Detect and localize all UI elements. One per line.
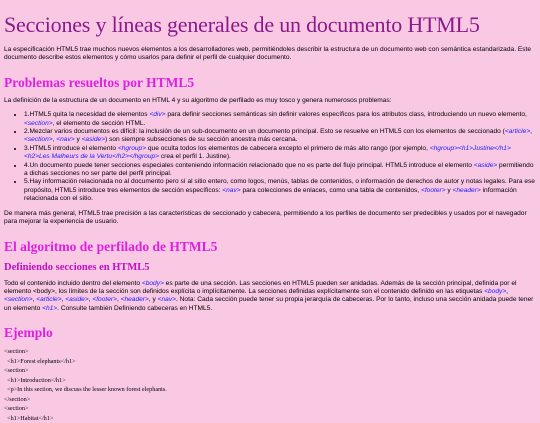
code-tag: <footer> <box>420 186 446 194</box>
code-tag: <body> <box>484 287 507 295</box>
problems-list <box>4 111 536 203</box>
list-item: • 1.HTML5 quita la necesidad de elementos <div> para definir secciones semánticas sin definir valores específicos para los atributos class, introduciendo un nuevo elemento, <section>, el elemento de sección HTML. <box>24 111 536 128</box>
code-tag: <nav> <box>56 136 75 144</box>
code-example: <section> <h1>Forest elephants</h1> <section> <h1>Introduction</h1> <p>In this section, we discuss the lesser known forest elephants. </section> <section> <h1>Habitat</h1> <box>4 348 167 422</box>
code-tag: <section> <box>24 119 53 127</box>
code-tag: <h1> <box>42 304 58 312</box>
code-tag: <article> <box>504 128 531 136</box>
list-item: • 4.Un documento puede tener secciones especiales conteniendo información relacionado que no es parte del flujo principal. HTML5 introduce el elemento <aside> permitiendo a dichas secciones no ser parte del perfil principal. <box>24 162 536 179</box>
list-item: • 5.Hay información relacionada no al documento pero sí al sitio entero, como logos, menús, tablas de contenidos, o información de derechos de autor y notas legales. Para ese propósito, HTML5 introduce tres elementos de sección específicos: <nav> para colecciones de enlaces, como una tabla de contenidos, <footer> y <header> información relacionada con el sitio. <box>24 178 536 203</box>
code-tag: <article> <box>36 296 62 304</box>
code-tag: <header> <box>120 296 149 304</box>
list-item: • 3.HTML5 introduce el elemento <hgroup> que oculta todos los elementos de cabecera excepto el primero de más alto rango (por ejemplo, <hgroup><h1>Justine</h1><h2>Les Malheurs de la Vertu</h2></hgroup> crea el perfil 1. Justine). <box>24 145 536 162</box>
code-tag: <header> <box>452 186 481 194</box>
code-tag: <aside> <box>81 136 106 144</box>
section-heading-example: Ejemplo <box>4 325 53 341</box>
page-title: Secciones y líneas generales de un documento HTML5 <box>4 12 480 37</box>
problems-closing: De manera más general, HTML5 trae precisión a las características de seccionado y cabecera, permitiendo a los perfiles de documento ser predecibles y usados por el navegador para mejorar la experiencia de usuario. <box>4 209 527 226</box>
code-tag: <section> <box>4 296 33 304</box>
code-tag: <section> <box>24 136 53 144</box>
code-tag: <body> <box>141 279 164 287</box>
code-tag: <footer> <box>92 296 117 304</box>
code-tag: <div> <box>149 111 166 119</box>
code-tag: <aside> <box>473 161 498 169</box>
section-heading-problems: Problemas resueltos por HTML5 <box>4 74 195 90</box>
code-tag: <nav> <box>157 296 176 304</box>
subheading-defining-sections: Definiendo secciones en HTML5 <box>4 261 150 273</box>
code-tag: <aside> <box>65 296 89 304</box>
defining-sections-paragraph: Todo el contenido incluido dentro del elemento <body> es parte de una sección. Las secciones en HTML5 pueden ser anidadas. Además de la sección principal, definida por el elemento <body>, los límites de la sección son definidos explícita o implícitamente. La secciones definidas explícitamente son el contenido definido en las etiquetas <body>, <section>, <article>, <aside>, <footer>, <header>, y <nav>. Nota: Cada sección puede tener su propia jerarquía de cabeceras. Por lo tanto, incluso una sección anidada puede tener un elemento <h1>. Consulte también Definiendo cabeceras en HTML5. <box>4 279 534 312</box>
list-item: • 2.Mezclar varios documentos es difícil: la inclusión de un sub-documento en un documento principal. Esto se resuelve en HTML5 con los elementos de seccionado (<article>, <section>, <nav> y <aside>) son siempre subsecciones de su sección ancestra más cercana. <box>24 128 536 145</box>
code-tag: <hgroup> <box>117 144 147 152</box>
section-heading-algorithm: El algoritmo de perfilado de HTML5 <box>4 238 218 254</box>
problems-intro: La definición de la estructura de un documento en HTML 4 y su algoritmo de perfilado es muy tosco y genera numerosos problemas: <box>4 96 392 104</box>
intro-paragraph: La especificación HTML5 trae muchos nuevos elementos a los desarrolladores web, permitiéndoles describir la estructura de un documento web con semántica estandarizada. Este documento describe estos elementos y cómo usarlos para definir el perfil de cualquier documento. <box>4 46 532 62</box>
code-tag: <nav> <box>222 186 241 194</box>
code-tag: <hgroup><h1>Justine</h1><h2>Les Malheurs de la Vertu</h2></hgroup> <box>24 144 511 161</box>
